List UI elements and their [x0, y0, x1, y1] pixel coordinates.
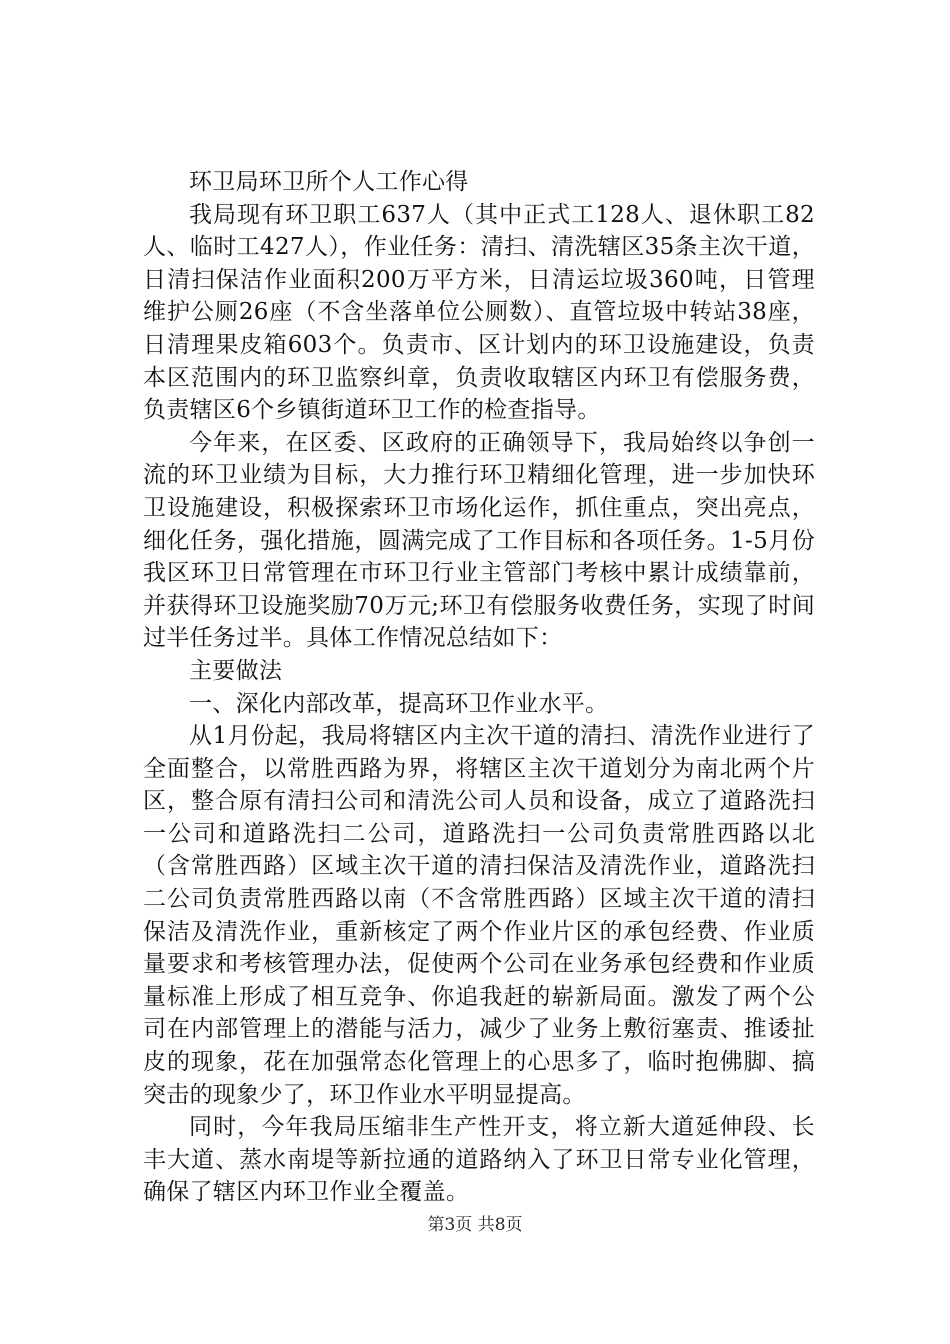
paragraph-staff-overview: 我局现有环卫职工637人（其中正式工128人、退休职工82人、临时工427人），作业任务：清扫、清洗辖区35条主次干道，日清扫保洁作业面积200万平方米，日清运垃圾360吨，日管理维护公厕26座（不含坐落单位公厕数）、直管垃圾中转站38座，日清理果皮箱603个。负责市、区计划内的环卫设施建设，负责本区范围内的环卫监察纠章，负责收取辖区内环卫有偿服务费，负责辖区6个乡镇街道环卫工作的检查指导。 — [143, 201, 815, 424]
document-title: 环卫局环卫所个人工作心得 — [189, 169, 469, 195]
document-body — [143, 166, 815, 1209]
section-heading-main-practices: 主要做法 — [189, 657, 283, 684]
paragraph-reform-details: 从1月份起，我局将辖区内主次干道的清扫、清洗作业进行了全面整合，以常胜西路为界，将辖区主次干道划分为南北两个片区，整合原有清扫公司和清洗公司人员和设备，成立了道路洗扫一公司和道路洗扫二公司，道路洗扫一公司负责常胜西路以北（含常胜西路）区域主次干道的清扫保洁及清洗作业，道路洗扫二公司负责常胜西路以南（不含常胜西路）区域主次干道的清扫保洁及清洗作业，重新核定了两个作业片区的承包经费、作业质量要求和考核管理办法，促使两个公司在业务承包经费和作业质量标准上形成了相互竞争、你追我赶的崭新局面。激发了两个公司在内部管理上的潜能与活力，减少了业务上敷衍塞责、推诿扯皮的现象，花在加强常态化管理上的心思多了，临时抱佛脚、搞突击的现象少了，环卫作业水平明显提高。 — [143, 723, 815, 1108]
paragraph-annual-summary: 今年来，在区委、区政府的正确领导下，我局始终以争创一流的环卫业绩为目标，大力推行环卫精细化管理，进一步加快环卫设施建设，积极探索环卫市场化运作，抓住重点，突出亮点，细化任务，强化措施，圆满完成了工作目标和各项任务。1-5月份我区环卫日常管理在市环卫行业主管部门考核中累计成绩靠前，并获得环卫设施奖励70万元;环卫有偿服务收费任务，实现了时间过半任务过半。具体工作情况总结如下： — [143, 429, 815, 652]
section-heading-reform: 一、深化内部改革，提高环卫作业水平。 — [189, 690, 609, 717]
paragraph-coverage: 同时，今年我局压缩非生产性开支，将立新大道延伸段、长丰大道、蒸水南堤等新拉通的道路纳入了环卫日常专业化管理，确保了辖区内环卫作业全覆盖。 — [143, 1114, 815, 1206]
page-footer: 第3页 共8页 — [427, 1215, 523, 1235]
